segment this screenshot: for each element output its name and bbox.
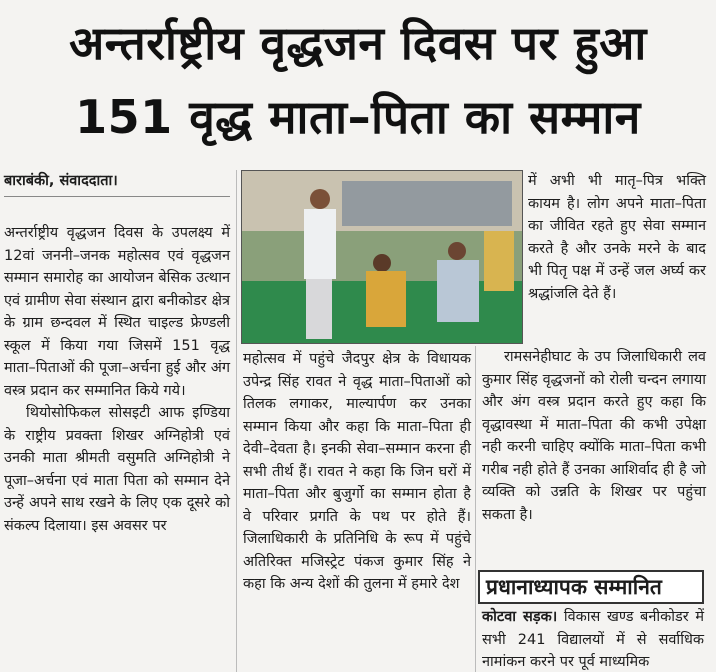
- dateline-rule: [4, 196, 230, 197]
- headline-line-2: 151 वृद्ध माता–पिता का सम्मान: [75, 90, 641, 144]
- sidebox-text: विकास खण्ड बनीकोडर में सभी 241 विद्यालयों में से सर्वाधिक नामांकन करने पर पूर्व माध्यमिक: [482, 609, 704, 670]
- photo-elder-head: [373, 254, 391, 272]
- headline-line-1: अन्तर्राष्ट्रीय वृद्धजन दिवस पर हुआ: [69, 16, 647, 70]
- column-3-paragraph-1: में अभी भी मातृ–पित्र भक्ति कायम है। लोग अपने माता–पिता का जीवित रहते हुए सेवा सम्मान करते है और उनके मरने के बाद भी पितृ पक्ष में उन्हें जल अर्घ्य कर श्रद्धांजलि देते हैं।: [528, 173, 706, 302]
- column-2-paragraph-1: महोत्सव में पहुंचे जैदपुर क्षेत्र के विधायक उपेन्द्र सिंह रावत ने वृद्ध माता–पिताओं को तिलक लगाकर, माल्यार्पण कर उनका सम्मान किया और कहा कि माता–पिता ही देवी–देवता है। इनकी सेवा–सम्मान करना ही सभी तीर्थ हैं। रावत ने कहा कि जिन घरों में माता–पिता और बुजुर्गो का सम्मान होता है वे परिवार प्रगति के पथ पर होते हैं। जिलाधिकारी के प्रतिनिधि के रूप में पहुंचे अतिरिक्त मजिस्ट्रेट पंकज कुमार सिंह ने कहा कि अन्य देशों की तुलना में हमारे देश: [243, 351, 471, 592]
- column-divider-1: [236, 170, 237, 672]
- news-photo: [241, 170, 523, 344]
- sidebox-lead: कोटवा सड़क।: [482, 609, 558, 625]
- photo-woman: [484, 231, 514, 291]
- photo-person-body: [304, 209, 336, 279]
- photo-person-head: [310, 189, 330, 209]
- photo-guest-head: [448, 242, 466, 260]
- sidebox-title: प्रधानाध्यापक सम्मानित: [478, 570, 704, 604]
- column-2: [243, 348, 471, 596]
- photo-person-legs: [306, 279, 332, 339]
- photo-elder-body: [366, 271, 406, 327]
- column-3-paragraph-2: रामसनेहीघाट के उप जिलाधिकारी लव कुमार सिंह वृद्धजनों को रोली चन्दन लगाया और अंग वस्त्र प्रदान करते हुए कहा कि वृद्धावस्था में माता–पिता की कभी उपेक्षा नही करनी चाहिए क्योंकि माता–पिता कभी गरीब नही होते हैं उनका आशिर्वाद ही है जो व्यक्ति को उन्नति के शिखर पर पहुंचा सकता है।: [482, 349, 706, 523]
- column-1-paragraph-1: अन्तर्राष्ट्रीय वृद्धजन दिवस के उपलक्ष्य में 12वां जननी–जनक महोत्सव एवं वृद्धजन सम्मान समारोह का आयोजन बेसिक उत्थान एवं ग्रामीण सेवा संस्थान द्वारा बनीकोडर क्षेत्र के ग्राम छन्दवल में स्थित चाइल्ड फ्रेण्डली स्कूल में किया गया जिसमें 151 वृद्ध माता–पिताओं की पूजा–अर्चना हुई और अंग वस्त्र प्रदान कर सम्मानित किये गये।: [4, 225, 230, 399]
- photo-guest-body: [437, 260, 479, 322]
- dateline: बाराबंकी, संवाददाता।: [4, 173, 118, 189]
- column-divider-2: [475, 346, 476, 672]
- column-3: [482, 346, 706, 526]
- photo-crowd: [342, 181, 512, 226]
- sidebox-body: [482, 606, 704, 672]
- photo-illustration: [242, 171, 523, 344]
- column-3-top: [528, 170, 706, 305]
- column-1: [4, 222, 230, 537]
- column-1-paragraph-2: थियोसोफिकल सोसइटी आफ इण्डिया के राष्ट्रीय प्रवक्ता शिखर अग्निहोत्री एवं उनकी माता श्रीमती वसुमति अग्निहोत्री ने पूजा–अर्चना एवं माता पिता को सम्मान देने उन्हें अपने साथ रखने के लिए एक दूसरे को संकल्प दिलाया। इस अवसर पर: [4, 405, 230, 534]
